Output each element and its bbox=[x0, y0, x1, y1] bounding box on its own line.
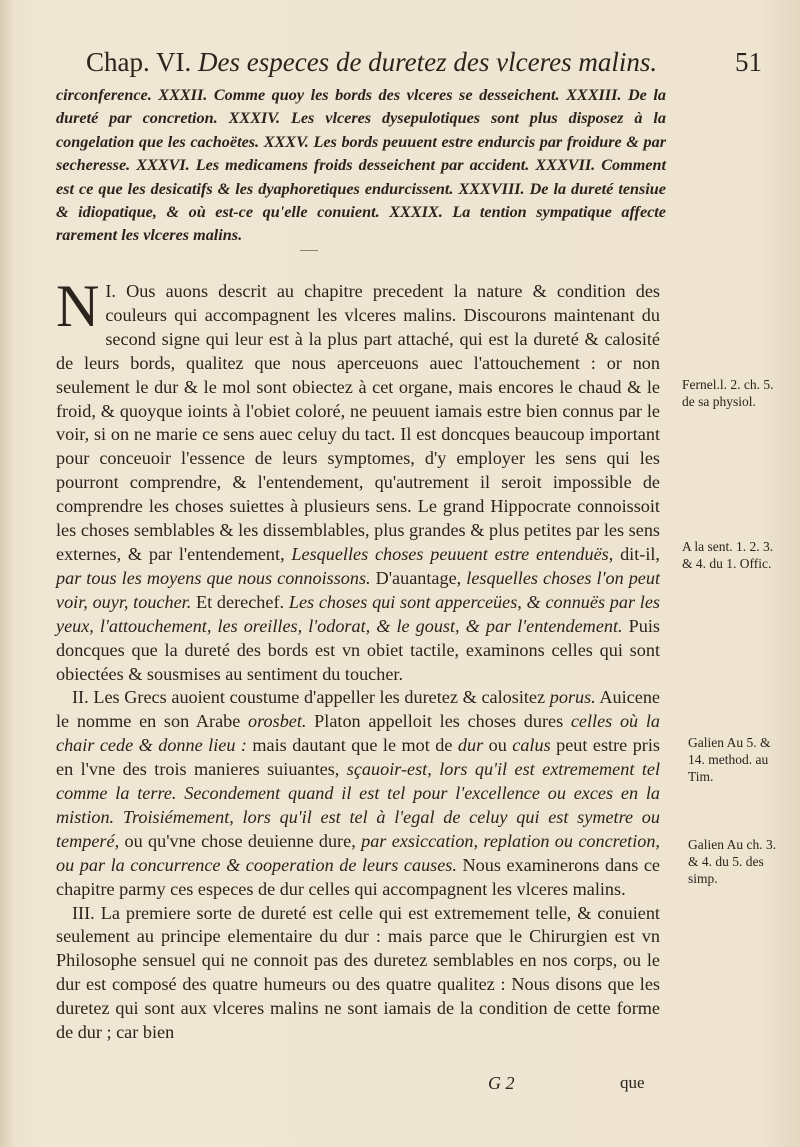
quotation: sçauoir-est, lors qu'il est extremement tel comme la terre. Secondement quand il est tel pour l'excellence ou exces en la mistion. Troisiémement, lors qu'il est tel à l'egal de celuy qui est symetre ou temperé, bbox=[56, 759, 660, 851]
paragraph-text: La premiere sorte de dureté est celle qui est extremement telle, & conuient seulement au principe elementaire du dur : mais parce que le Chirurgien est vn Philosophe sensuel qui ne connoit pas des duretez semblables en nos corps, ou le dur est composé des quatre humeurs ou des quatre qualitez : Nous disons que les duretez qui sont aux vlceres malins ne sont iamais de la condition de cette forme de dur ; car bien bbox=[56, 902, 660, 1043]
paragraph-text: Platon appelloit les choses dures bbox=[306, 711, 571, 732]
margin-note-hippocrates: A la sent. 1. 2. 3. & 4. du 1. Offic. bbox=[682, 539, 774, 571]
paragraph-text: peut estre pris en l'vne des trois manieres suiuantes, bbox=[56, 735, 660, 780]
quotation: par tous les moyens que nous connoissons. bbox=[56, 567, 371, 588]
section-divider bbox=[300, 250, 318, 251]
quotation: par exsiccation, replation ou concretion, ou par la concurrence & cooperation de leurs causes. bbox=[56, 830, 660, 875]
quotation: Lesquelles choses peuuent estre entenduës bbox=[291, 543, 609, 564]
page-number: 51 bbox=[735, 47, 762, 77]
term: dur bbox=[457, 735, 484, 756]
paragraph-1 bbox=[56, 273, 661, 686]
paragraph-2 bbox=[56, 686, 660, 901]
paragraph-text: ou qu'vne chose deuienne dure, bbox=[119, 830, 362, 851]
main-text bbox=[56, 273, 661, 1045]
paragraph-text: D'auantage, bbox=[370, 567, 467, 588]
margin-note-galien-2: Galien Au ch. 3. & 4. du 5. des simp. bbox=[688, 837, 777, 886]
drop-capital: N bbox=[56, 273, 100, 339]
quotation: celles où la chair cede & donne lieu : bbox=[56, 711, 660, 756]
paragraph-text: Les Grecs auoient coustume d'appeller les duretez & calositez bbox=[88, 687, 550, 708]
chapter-title: Des especes de duretez des vlceres malins. bbox=[198, 47, 658, 77]
paragraph-number: II. bbox=[72, 687, 89, 708]
paragraph-text: Nous examinerons dans ce chapitre parmy ces especes de dur celles qui accompagnent les vlceres malins. bbox=[56, 854, 660, 899]
paragraph-text: Et derechef. bbox=[191, 591, 289, 612]
chapter-number: Chap. VI. bbox=[86, 47, 192, 77]
paragraph-text: ou bbox=[483, 735, 513, 756]
term: porus. bbox=[549, 687, 596, 708]
paragraph-text: Puis doncques que la dureté des bords est vn obiet tactile, examinons celles qui sont obiectées & sousmises au sentiment du toucher. bbox=[56, 615, 660, 684]
quotation: Les choses qui sont apperceües, & connuës par les yeux, l'attouchement, les oreilles, l'odorat, & le goust, & par l'entendement. bbox=[56, 591, 661, 636]
signature-mark: G 2 bbox=[488, 1073, 515, 1093]
margin-note-fernel: Fernel.l. 2. ch. 5. de sa physiol. bbox=[682, 377, 774, 409]
chapter-summary: circonference. XXXII. Comme quoy les bords des vlceres se desseichent. XXXIII. De la dureté par concretion. XXXIV. Les vlceres dysepulotiques sont plus disposez à la congelation que les cachoëtes. XXXV. Les bords peuuent estre endurcis par froidure & par secheresse. XXXVI. Les medicamens froids desseichent par accident. XXXVII. Comment est ce que les desicatifs & les dyaphoretiques endurcissent. XXXVIII. De la dureté tensiue & idiopatique, & où est-ce qu'elle conuient. XXXIX. La tention sympatique affecte rarement les vlceres malins. bbox=[56, 86, 666, 245]
catchword: que bbox=[620, 1073, 645, 1092]
running-head bbox=[86, 44, 762, 80]
term: calus bbox=[512, 735, 551, 756]
paragraph-text: mais dautant que le mot de bbox=[246, 735, 458, 756]
margin-note-galien-1: Galien Au 5. & 14. method. au Tim. bbox=[688, 735, 771, 784]
paragraph-number: I. bbox=[105, 281, 116, 301]
paragraph-text: Auicene le nomme en son Arabe bbox=[56, 687, 660, 732]
paragraph-3 bbox=[56, 902, 660, 1045]
quotation: lesquelles choses l'on peut voir, ouyr, toucher. bbox=[56, 567, 661, 612]
paragraph-number: III. bbox=[72, 902, 95, 923]
paragraph-text: , dit-il, bbox=[608, 543, 660, 564]
paragraph-text: Ous auons descrit au chapitre precedent la nature & condition des couleurs qui accompagnent les vlceres malins. Discourons maintenant du second signe qui leur est à la plus part attaché, qui est la dureté & calosité de leurs bords, qualitez que nous aperceuons auec l'attouchement : or non seulement le dur & le mol sont obiectez à cet organe, mais encores le chaud & le froid, & quoyque ioints à l'obiet coloré, ne peuuent iamais estre bien connus par le voir, si on ne marie ce sens auec celuy du tact. Il est doncques beaucoup important pour conceuoir l'essence de leurs symptomes, d'y employer les sens qui les pourront comprendre, & l'entendement, qu'autrement il seroit impossible de comprendre les choses suiettes à plusieurs sens. Le grand Hippocrate connoissoit les choses semblables & les dissemblables, plus grandes & plus petites par les sens externes, & par l'entendement, bbox=[56, 281, 661, 564]
term: orosbet. bbox=[248, 711, 307, 732]
